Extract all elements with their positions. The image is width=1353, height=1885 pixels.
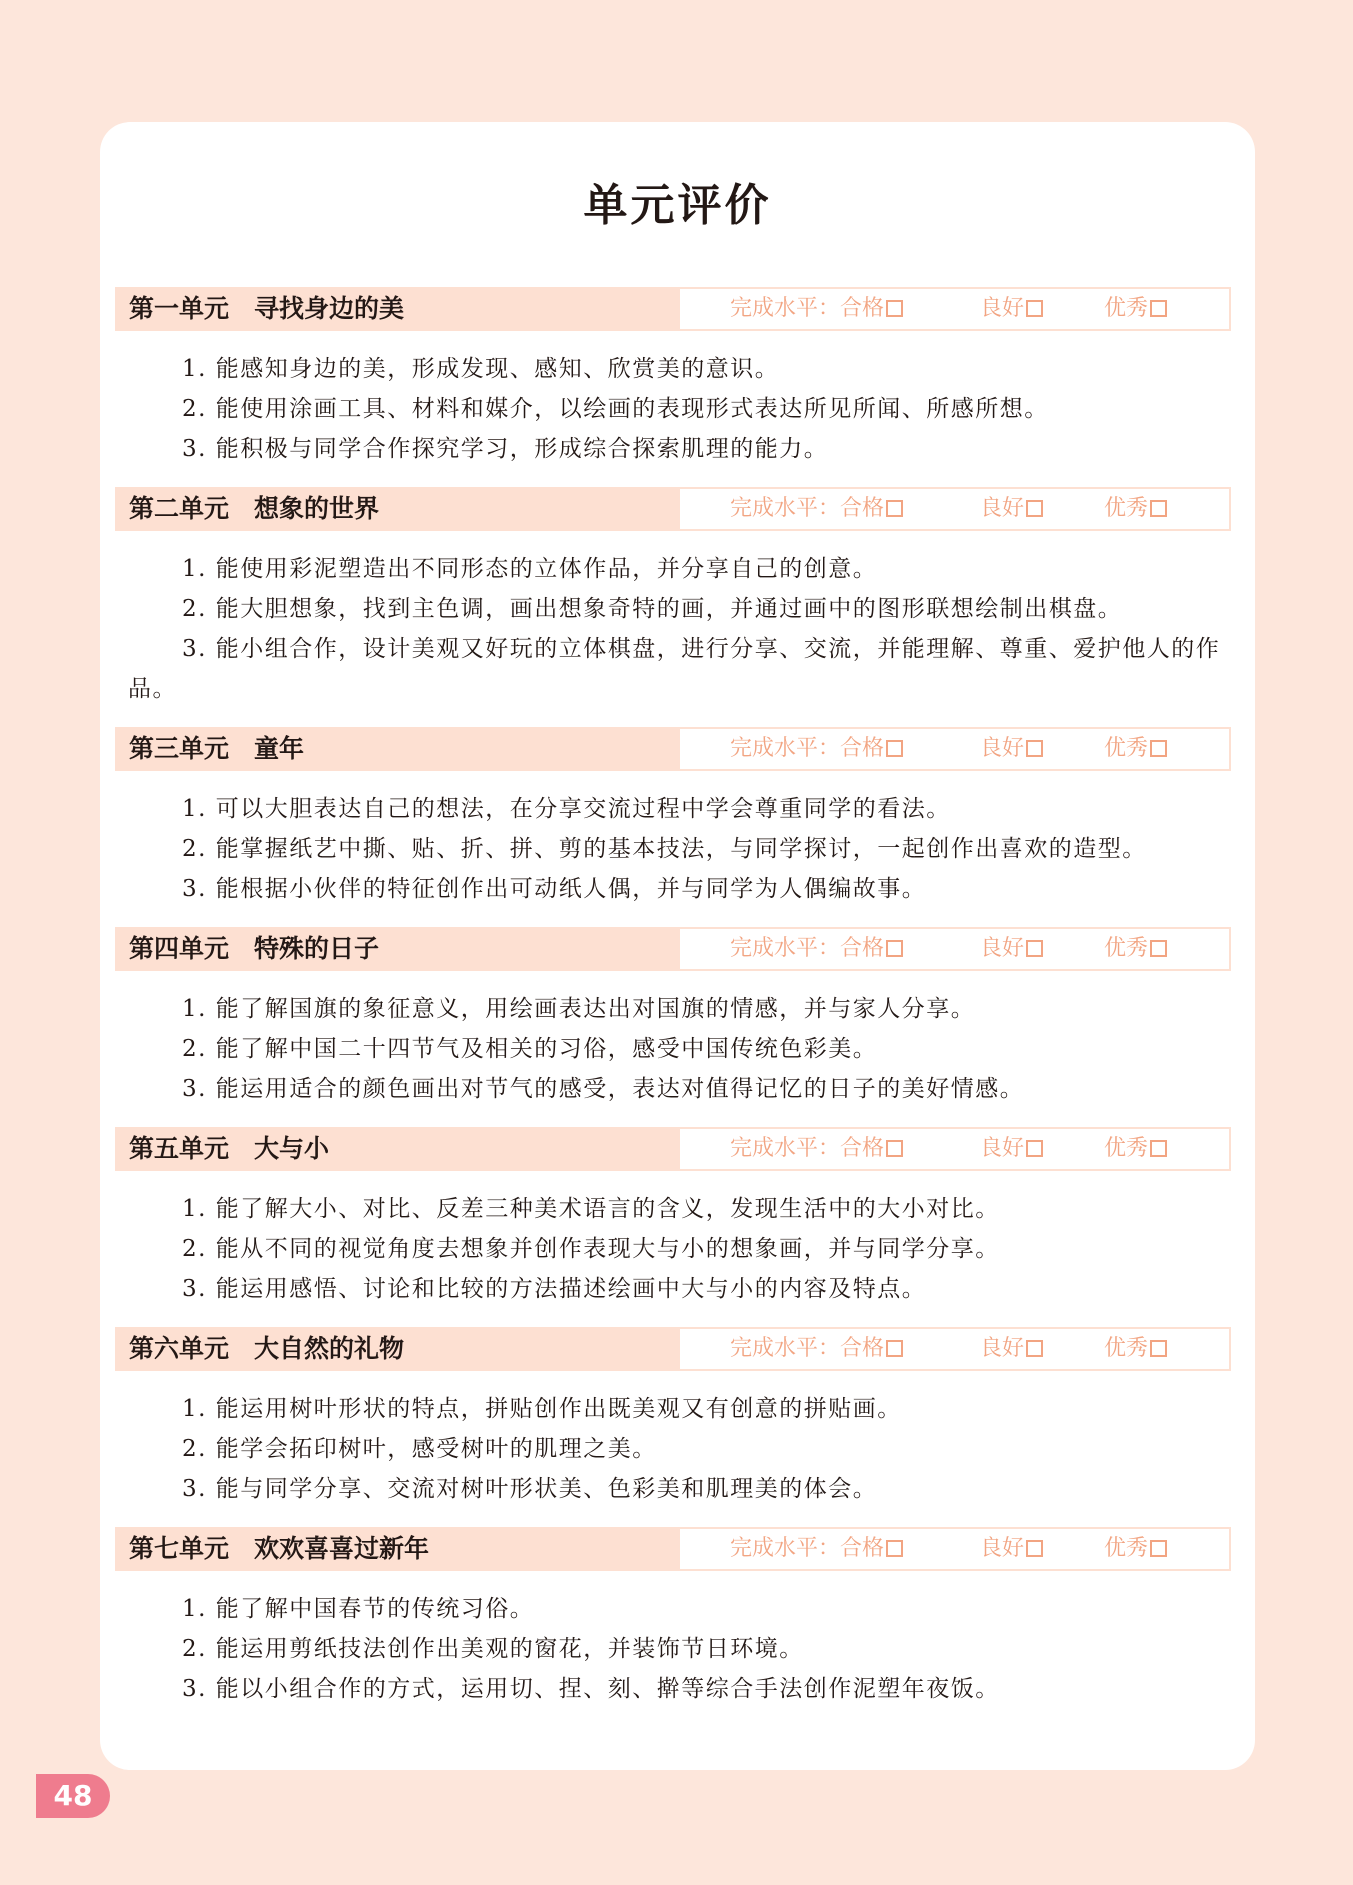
level-good [980, 1129, 1043, 1169]
completion-level-box [678, 287, 1231, 331]
level-excellent [1104, 1529, 1167, 1569]
pass-checkbox[interactable] [886, 500, 903, 517]
unit-section [100, 1527, 1255, 1727]
unit-title-bar [115, 287, 678, 331]
level-pass [730, 1329, 903, 1369]
level-good-label: 良好 [980, 1536, 1025, 1561]
good-checkbox[interactable] [1026, 940, 1043, 957]
unit-items [128, 989, 1227, 1109]
excellent-checkbox[interactable] [1150, 940, 1167, 957]
unit-title-bar [115, 927, 678, 971]
level-pass-label: 完成水平：合格 [730, 936, 885, 961]
unit-header [115, 1127, 1231, 1171]
list-item: 1. 能了解国旗的象征意义，用绘画表达出对国旗的情感，并与家人分享。 [182, 996, 976, 1022]
list-item: 3. 能根据小伙伴的特征创作出可动纸人偶，并与同学为人偶编故事。 [182, 876, 927, 902]
level-excellent [1104, 489, 1167, 529]
list-item: 1. 能感知身边的美，形成发现、感知、欣赏美的意识。 [182, 356, 780, 382]
list-item: 1. 能了解中国春节的传统习俗。 [182, 1596, 535, 1622]
level-good-label: 良好 [980, 296, 1025, 321]
level-good-label: 良好 [980, 1136, 1025, 1161]
unit-title-bar [115, 1527, 678, 1571]
unit-header [115, 727, 1231, 771]
list-item: 3. 能以小组合作的方式，运用切、捏、刻、擀等综合手法创作泥塑年夜饭。 [182, 1676, 1000, 1702]
unit-header [115, 1527, 1231, 1571]
pass-checkbox[interactable] [886, 740, 903, 757]
unit-title-bar [115, 727, 678, 771]
unit-title: 第一单元 寻找身边的美 [129, 294, 405, 323]
level-excellent [1104, 1329, 1167, 1369]
level-excellent [1104, 289, 1167, 329]
completion-level-box [678, 1327, 1231, 1371]
unit-items [128, 789, 1227, 909]
unit-items [128, 1589, 1227, 1709]
unit-header [115, 287, 1231, 331]
level-pass-label: 完成水平：合格 [730, 1536, 885, 1561]
level-excellent [1104, 929, 1167, 969]
list-item: 1. 能使用彩泥塑造出不同形态的立体作品，并分享自己的创意。 [182, 556, 878, 582]
list-item: 3. 能运用适合的颜色画出对节气的感受，表达对值得记忆的日子的美好情感。 [182, 1076, 1025, 1102]
level-pass-label: 完成水平：合格 [730, 736, 885, 761]
excellent-checkbox[interactable] [1150, 740, 1167, 757]
level-good [980, 1329, 1043, 1369]
list-item: 1. 能运用树叶形状的特点，拼贴创作出既美观又有创意的拼贴画。 [182, 1396, 902, 1422]
level-good [980, 729, 1043, 769]
level-good [980, 289, 1043, 329]
level-excellent-label: 优秀 [1104, 496, 1149, 521]
level-pass [730, 1529, 903, 1569]
unit-title: 第六单元 大自然的礼物 [129, 1334, 405, 1363]
level-good-label: 良好 [980, 936, 1025, 961]
level-excellent [1104, 1129, 1167, 1169]
list-item: 2. 能使用涂画工具、材料和媒介，以绘画的表现形式表达所见所闻、所感所想。 [182, 396, 1049, 422]
unit-title: 第五单元 大与小 [129, 1134, 330, 1163]
unit-header [115, 487, 1231, 531]
list-item: 3. 能运用感悟、讨论和比较的方法描述绘画中大与小的内容及特点。 [182, 1276, 927, 1302]
excellent-checkbox[interactable] [1150, 1540, 1167, 1557]
page-title: 单元评价 [583, 180, 772, 231]
list-item: 2. 能掌握纸艺中撕、贴、折、拼、剪的基本技法，与同学探讨，一起创作出喜欢的造型。 [182, 836, 1147, 862]
list-item: 2. 能运用剪纸技法创作出美观的窗花，并装饰节日环境。 [182, 1636, 804, 1662]
level-excellent-label: 优秀 [1104, 736, 1149, 761]
good-checkbox[interactable] [1026, 300, 1043, 317]
unit-header [115, 927, 1231, 971]
excellent-checkbox[interactable] [1150, 1140, 1167, 1157]
level-excellent-label: 优秀 [1104, 1336, 1149, 1361]
completion-level-box [678, 727, 1231, 771]
completion-level-box [678, 1527, 1231, 1571]
unit-title-bar [115, 487, 678, 531]
unit-header [115, 1327, 1231, 1371]
completion-level-box [678, 1127, 1231, 1171]
list-item: 1. 能了解大小、对比、反差三种美术语言的含义，发现生活中的大小对比。 [182, 1196, 1000, 1222]
page-number: 48 [36, 1774, 110, 1818]
level-pass [730, 1129, 903, 1169]
level-good [980, 929, 1043, 969]
excellent-checkbox[interactable] [1150, 1340, 1167, 1357]
level-pass-label: 完成水平：合格 [730, 1136, 885, 1161]
pass-checkbox[interactable] [886, 1540, 903, 1557]
list-item: 2. 能学会拓印树叶，感受树叶的肌理之美。 [182, 1436, 657, 1462]
unit-title: 第四单元 特殊的日子 [129, 934, 380, 963]
unit-title-bar [115, 1327, 678, 1371]
unit-section [100, 727, 1255, 927]
level-good [980, 1529, 1043, 1569]
list-item: 2. 能了解中国二十四节气及相关的习俗，感受中国传统色彩美。 [182, 1036, 878, 1062]
level-excellent-label: 优秀 [1104, 296, 1149, 321]
pass-checkbox[interactable] [886, 940, 903, 957]
good-checkbox[interactable] [1026, 1340, 1043, 1357]
completion-level-box [678, 487, 1231, 531]
level-excellent [1104, 729, 1167, 769]
pass-checkbox[interactable] [886, 1340, 903, 1357]
excellent-checkbox[interactable] [1150, 300, 1167, 317]
unit-list [100, 287, 1255, 1727]
unit-section [100, 287, 1255, 487]
level-excellent-label: 优秀 [1104, 1136, 1149, 1161]
list-item: 1. 可以大胆表达自己的想法，在分享交流过程中学会尊重同学的看法。 [182, 796, 951, 822]
unit-section [100, 1327, 1255, 1527]
pass-checkbox[interactable] [886, 1140, 903, 1157]
level-good-label: 良好 [980, 736, 1025, 761]
excellent-checkbox[interactable] [1150, 500, 1167, 517]
unit-items [128, 1189, 1227, 1309]
level-pass-label: 完成水平：合格 [730, 496, 885, 521]
level-good-label: 良好 [980, 1336, 1025, 1361]
good-checkbox[interactable] [1026, 1140, 1043, 1157]
level-excellent-label: 优秀 [1104, 936, 1149, 961]
list-item: 3. 能小组合作，设计美观又好玩的立体棋盘，进行分享、交流，并能理解、尊重、爱护他人的作品。 [128, 636, 1221, 702]
good-checkbox[interactable] [1026, 740, 1043, 757]
list-item: 3. 能积极与同学合作探究学习，形成综合探索肌理的能力。 [182, 436, 829, 462]
good-checkbox[interactable] [1026, 500, 1043, 517]
unit-title: 第七单元 欢欢喜喜过新年 [129, 1534, 430, 1563]
good-checkbox[interactable] [1026, 1540, 1043, 1557]
unit-title: 第三单元 童年 [129, 734, 305, 763]
unit-section [100, 927, 1255, 1127]
unit-title-bar [115, 1127, 678, 1171]
unit-items [128, 349, 1227, 469]
level-good-label: 良好 [980, 496, 1025, 521]
unit-section [100, 1127, 1255, 1327]
unit-items [128, 549, 1227, 709]
list-item: 3. 能与同学分享、交流对树叶形状美、色彩美和肌理美的体会。 [182, 1476, 878, 1502]
level-pass [730, 929, 903, 969]
level-pass [730, 489, 903, 529]
list-item: 2. 能从不同的视觉角度去想象并创作表现大与小的想象画，并与同学分享。 [182, 1236, 1000, 1262]
level-pass-label: 完成水平：合格 [730, 1336, 885, 1361]
unit-title: 第二单元 想象的世界 [129, 494, 380, 523]
level-pass-label: 完成水平：合格 [730, 296, 885, 321]
level-excellent-label: 优秀 [1104, 1536, 1149, 1561]
level-good [980, 489, 1043, 529]
evaluation-card [100, 122, 1255, 1770]
list-item: 2. 能大胆想象，找到主色调，画出想象奇特的画，并通过画中的图形联想绘制出棋盘。 [182, 596, 1123, 622]
unit-items [128, 1389, 1227, 1509]
pass-checkbox[interactable] [886, 300, 903, 317]
unit-section [100, 487, 1255, 727]
level-pass [730, 729, 903, 769]
level-pass [730, 289, 903, 329]
completion-level-box [678, 927, 1231, 971]
